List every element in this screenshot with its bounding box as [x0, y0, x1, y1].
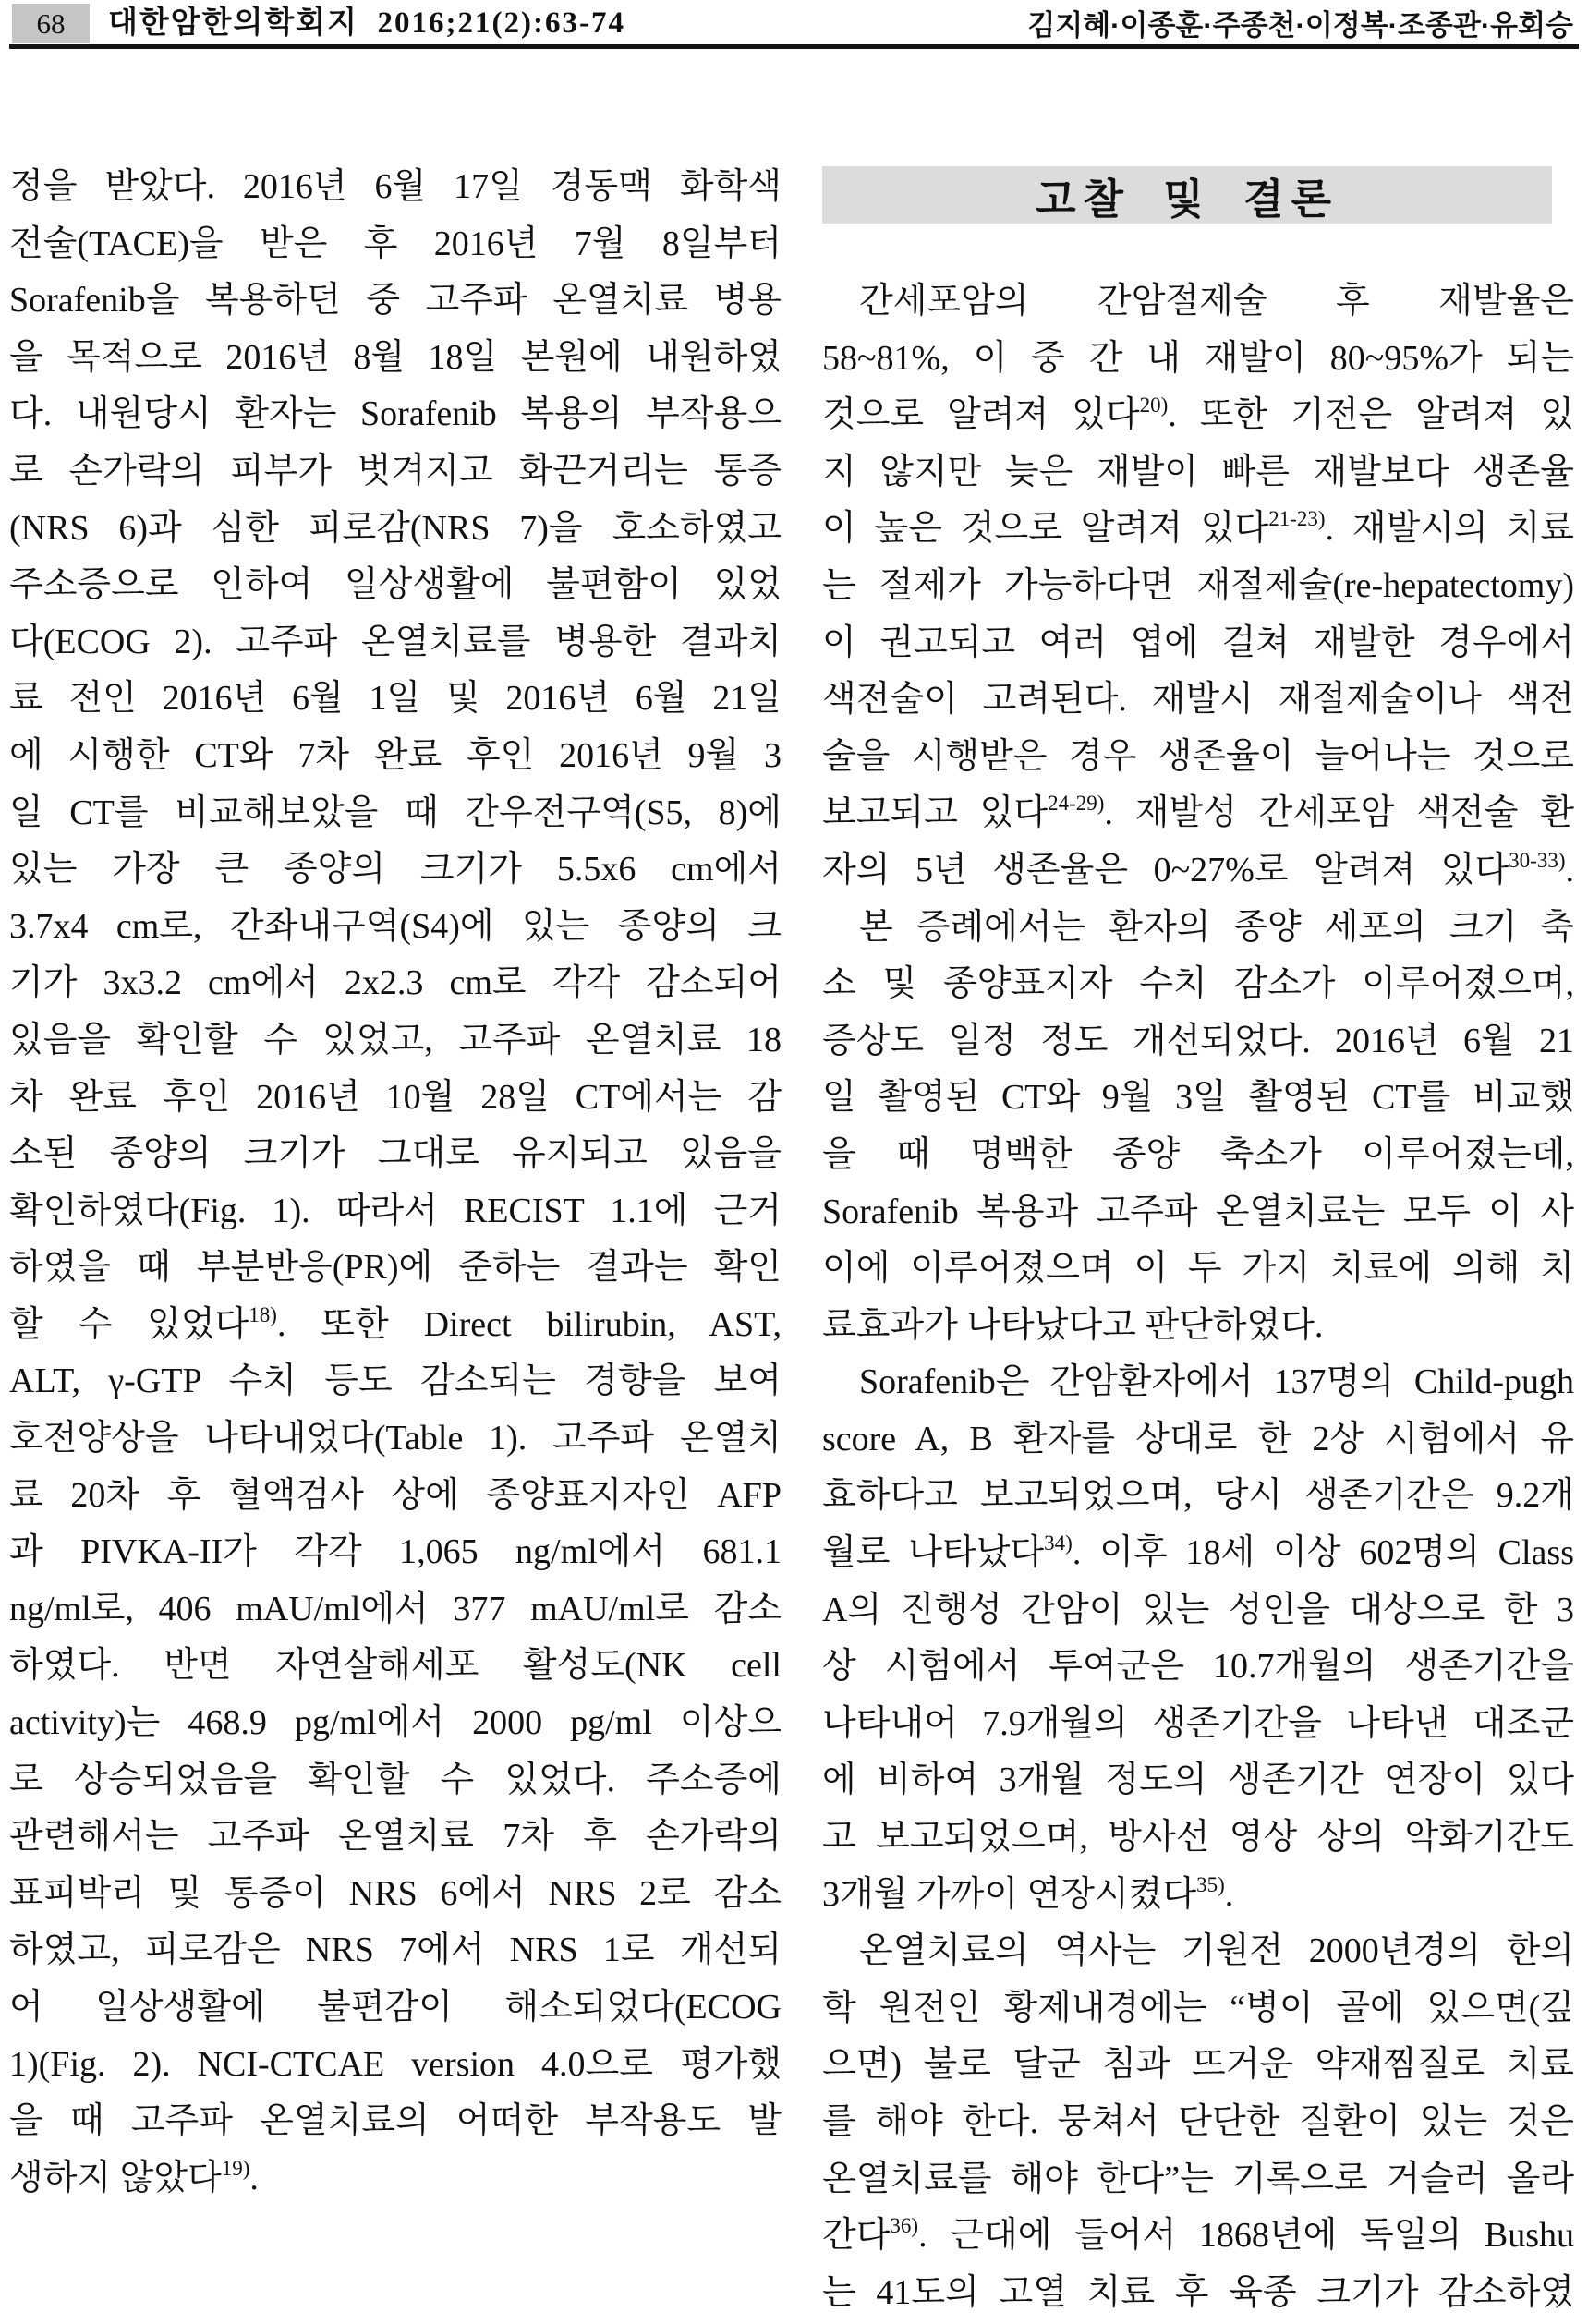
text-line: 로 손가락의 피부가 벗겨지고 화끈거리는 통증 [9, 451, 782, 490]
citation-superscript: 36) [890, 2214, 919, 2238]
text-line: 하였고, 피로감은 NRS 7에서 NRS 1로 개선되 [9, 1931, 782, 1970]
text-line: 간다$^{36)}$. 근대에 들어서 1868년에 독일의 Bushu [822, 2214, 1574, 2256]
text-line: 표피박리 및 통증이 NRS 6에서 NRS 2로 감소 [9, 1873, 782, 1913]
text-line: 나타내어 7.9개월의 생존기간을 나타낸 대조군 [822, 1703, 1574, 1743]
text-line: 정을 받았다. 2016년 6월 17일 경동맥 화학색 [9, 167, 782, 206]
text-line: 색전술이 고려된다. 재발시 재절제술이나 색전 [822, 680, 1574, 720]
text-line: score A, B 환자를 상대로 한 2상 시험에서 유 [822, 1419, 1574, 1459]
text-line: 3.7x4 cm로, 간좌내구역(S4)에 있는 종양의 크 [9, 906, 782, 946]
text-line: 료효과가 나타났다고 판단하였다. [822, 1305, 1324, 1345]
text-line: ALT, γ-GTP 수치 등도 감소되는 경향을 보여 [9, 1362, 782, 1401]
text-line: 확인하였다(Fig. 1). 따라서 RECIST 1.1에 근거 [9, 1191, 782, 1230]
text-line: 다. 내원당시 환자는 Sorafenib 복용의 부작용으 [9, 394, 782, 434]
citation-superscript: 24-29) [1048, 792, 1105, 816]
page-number: 68 [36, 6, 66, 40]
text-line: 료 전인 2016년 6월 1일 및 2016년 6월 21일 [9, 679, 782, 719]
text-line: ng/ml로, 406 mAU/ml에서 377 mAU/ml로 감소 [9, 1589, 782, 1628]
text-line: 학 원전인 황제내경에는 “병이 골에 있으면(깊 [822, 1988, 1574, 2027]
citation-superscript: 34) [1044, 1531, 1073, 1555]
text-line: 58~81%, 이 중 간 내 재발이 80~95%가 되는 [822, 338, 1574, 378]
text-line: Sorafenib은 간암환자에서 137명의 Child-pugh [859, 1362, 1574, 1402]
text-line: 을 때 명백한 종양 축소가 이루어졌는데, [822, 1134, 1574, 1174]
text-line: 다(ECOG 2). 고주파 온열치료를 병용한 결과치 [9, 622, 782, 661]
citation-superscript: 18) [249, 1302, 277, 1326]
text-line: 료 20차 후 혈액검사 상에 종양표지자인 AFP [9, 1475, 782, 1515]
text-line: 호전양상을 나타내었다(Table 1). 고주파 온열치 [9, 1419, 782, 1459]
text-line: 보고되고 있다$^{24-29)}$. 재발성 간세포암 색전술 환 [822, 792, 1574, 833]
citation-superscript: 19) [221, 2156, 250, 2180]
text-line: 술을 시행받은 경우 생존율이 늘어나는 것으로 [822, 736, 1574, 776]
text-line: (NRS 6)과 심한 피로감(NRS 7)을 호소하였고 [9, 508, 782, 548]
text-line: 소된 종양의 크기가 그대로 유지되고 있음을 [9, 1134, 782, 1174]
text-line: A의 진행성 간암이 있는 성인을 대상으로 한 3 [822, 1590, 1574, 1629]
text-line: 로 상승되었음을 확인할 수 있었다. 주소증에 [9, 1760, 782, 1799]
text-line: 고 보고되었으며, 방사선 영상 상의 악화기간도 [822, 1818, 1574, 1858]
text-line: Sorafenib을 복용하던 중 고주파 온열치료 병용 [9, 281, 782, 321]
text-line: 어 일상생활에 불편감이 해소되었다(ECOG [9, 1988, 782, 2027]
text-line: 3개월 가까이 연장시켰다$^{35)}$. [822, 1872, 1234, 1914]
left-column [9, 159, 782, 2207]
page-number-box [12, 4, 90, 43]
text-line: 을 때 고주파 온열치료의 어떠한 부작용도 발 [9, 2101, 782, 2141]
text-line: 는 41도의 고열 치료 후 육종 크기가 감소하였 [822, 2272, 1574, 2312]
citation-superscript: 30-33) [1509, 848, 1566, 872]
text-line: 온열치료의 역사는 기원전 2000년경의 한의 [859, 1931, 1574, 1971]
text-line: 월로 나타났다$^{34)}$. 이후 18세 이상 602명의 Class [822, 1531, 1575, 1573]
text-line: 관련해서는 고주파 온열치료 7차 후 손가락의 [9, 1817, 782, 1857]
text-line: 할 수 있었다$^{18)}$. 또한 Direct bilirubin, AST, [9, 1302, 782, 1344]
text-line: 지 않지만 늦은 재발이 빠른 재발보다 생존율 [822, 452, 1574, 491]
text-line: 주소증으로 인하여 일상생활에 불편함이 있었 [9, 565, 782, 605]
text-line: 증상도 일정 정도 개선되었다. 2016년 6월 21 [822, 1021, 1574, 1060]
text-line: 일 CT를 비교해보았을 때 간우전구역(S5, 8)에 [9, 793, 782, 832]
text-line: 과 PIVKA-II가 각각 1,065 ng/ml에서 681.1 [9, 1532, 782, 1572]
text-line: 는 절제가 가능하다면 재절제술(re-hepatectomy) [822, 565, 1574, 605]
text-line: 전술(TACE)을 받은 후 2016년 7월 8일부터 [9, 224, 782, 263]
text-line: activity)는 468.9 pg/ml에서 2000 pg/ml 이상으 [9, 1703, 782, 1743]
text-line: 하였다. 반면 자연살해세포 활성도(NK cell [9, 1646, 782, 1686]
text-line: 이 높은 것으로 알려져 있다$^{21-23)}$. 재발시의 치료 [822, 507, 1575, 549]
text-line: 것으로 알려져 있다$^{20)}$. 또한 기전은 알려져 있 [822, 393, 1574, 435]
text-line: 을 목적으로 2016년 8월 18일 본원에 내원하였 [9, 337, 782, 377]
text-line: 상 시험에서 투여군은 10.7개월의 생존기간을 [822, 1647, 1574, 1687]
text-line: 소 및 종양표지자 수치 감소가 이루어졌으며, [822, 964, 1574, 1004]
text-line: 효하다고 보고되었으며, 당시 생존기간은 9.2개 [822, 1476, 1574, 1516]
text-line: Sorafenib 복용과 고주파 온열치료는 모두 이 사 [822, 1192, 1574, 1231]
text-line: 를 해야 한다. 뭉쳐서 단단한 질환이 있는 것은 [822, 2102, 1574, 2141]
authors: 김지혜·이종훈·주종천·이정복·조종관·유회승 [1027, 9, 1573, 42]
text-line: 자의 5년 생존율은 0~27%로 알려져 있다$^{30-33)}$. [822, 848, 1574, 890]
citation-superscript: 35) [1196, 1872, 1225, 1896]
text-line: 차 완료 후인 2016년 10월 28일 CT에서는 감 [9, 1077, 782, 1117]
text-line: 1)(Fig. 2). NCI-CTCAE version 4.0으로 평가했 [9, 2044, 782, 2084]
citation-superscript: 21-23) [1268, 507, 1326, 531]
citation-superscript: 20) [1139, 393, 1169, 418]
header-divider [9, 44, 1579, 49]
section-heading-box [822, 166, 1552, 224]
text-line: 본 증례에서는 환자의 종양 세포의 크기 축 [859, 907, 1574, 947]
journal-title: 대한암한의학회지 2016;21(2):63-74 [108, 6, 625, 40]
text-line: 생하지 않았다$^{19)}$. [9, 2156, 259, 2197]
text-line: 기가 3x3.2 cm에서 2x2.3 cm로 각각 감소되어 [9, 963, 782, 1003]
text-line: 하였을 때 부분반응(PR)에 준하는 결과는 확인 [9, 1248, 782, 1288]
right-column-text [822, 273, 1574, 2321]
text-line: 온열치료를 해야 한다”는 기록으로 거슬러 올라 [822, 2159, 1574, 2198]
text-line: 에 시행한 CT와 7차 완료 후인 2016년 9월 3 [9, 735, 782, 775]
text-line: 간세포암의 간암절제술 후 재발율은 [859, 282, 1574, 321]
text-line: 으면) 불로 달군 침과 뜨거운 약재찜질로 치료 [822, 2045, 1574, 2085]
section-heading: 고찰 및 결론 [1036, 176, 1339, 223]
text-line: 에 비하여 3개월 정도의 생존기간 연장이 있다 [822, 1761, 1574, 1800]
right-column [822, 166, 1574, 2321]
text-line: 이에 이루어졌으며 이 두 가지 치료에 의해 치 [822, 1249, 1574, 1289]
text-line: 있는 가장 큰 종양의 크기가 5.5x6 cm에서 [9, 850, 782, 890]
text-line: 있음을 확인할 수 있었고, 고주파 온열치료 18 [9, 1020, 782, 1059]
text-line: 일 촬영된 CT와 9월 3일 촬영된 CT를 비교했 [822, 1078, 1574, 1118]
text-line: 이 권고되고 여러 엽에 걸쳐 재발한 경우에서 [822, 623, 1574, 662]
